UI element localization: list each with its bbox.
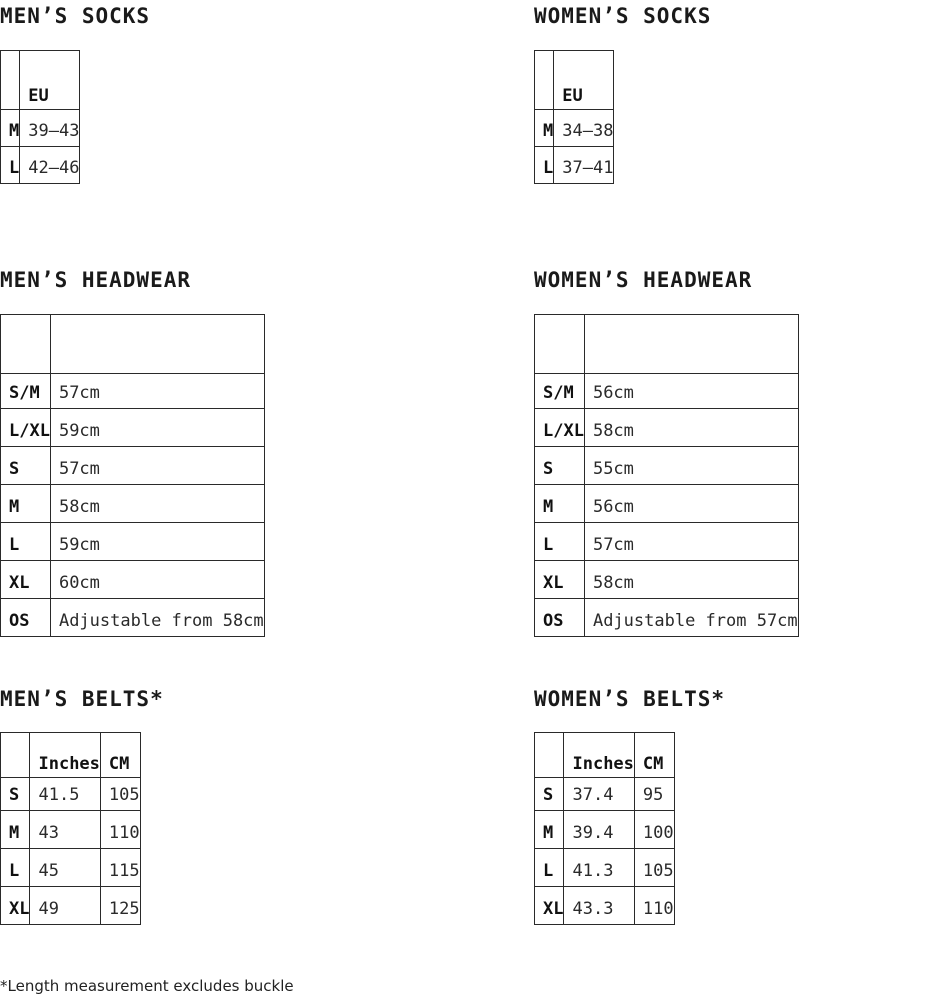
inches-value: 37.4 (564, 778, 634, 811)
table-row (535, 485, 799, 523)
table-row (535, 447, 799, 485)
table-row (1, 523, 265, 561)
size-label: S (1, 447, 51, 485)
header-cell (1, 315, 51, 374)
size-label: S/M (1, 374, 51, 409)
belt-footnote: *Length measurement excludes buckle (0, 977, 294, 995)
size-label: L (535, 523, 585, 561)
size-label: M (535, 110, 554, 147)
womens-socks-table (534, 50, 614, 184)
size-label: XL (535, 561, 585, 599)
size-value: 37–41 (554, 147, 614, 184)
size-value: 55cm (584, 447, 798, 485)
table-row (535, 599, 799, 637)
mens-belts-table (0, 732, 141, 925)
womens-socks-title: WOMEN’S SOCKS (534, 4, 712, 28)
size-value: 58cm (50, 485, 264, 523)
table-row (1, 374, 265, 409)
womens-headwear-title: WOMEN’S HEADWEAR (534, 268, 753, 292)
mens-socks-table (0, 50, 80, 184)
header-cell (50, 315, 264, 374)
inches-value: 41.5 (30, 778, 100, 811)
table-header-row (535, 51, 614, 110)
size-value: 42–46 (20, 147, 80, 184)
size-value: 34–38 (554, 110, 614, 147)
cm-value: 110 (100, 811, 140, 849)
table-row (1, 409, 265, 447)
size-value: 59cm (50, 523, 264, 561)
size-label: L (1, 849, 30, 887)
header-cell: Inches (30, 733, 100, 778)
size-label: M (1, 110, 20, 147)
size-label: OS (1, 599, 51, 637)
table-header-row (535, 733, 675, 778)
mens-socks-title: MEN’S SOCKS (0, 4, 151, 28)
table-row (1, 778, 141, 811)
size-label: S (535, 778, 564, 811)
size-value: 57cm (584, 523, 798, 561)
size-label: M (535, 485, 585, 523)
womens-headwear-table (534, 314, 799, 637)
header-cell (1, 51, 20, 110)
size-value: 59cm (50, 409, 264, 447)
table-row (535, 374, 799, 409)
size-label: L (535, 849, 564, 887)
size-label: L (535, 147, 554, 184)
size-value: 60cm (50, 561, 264, 599)
cm-value: 100 (634, 811, 674, 849)
header-cell: CM (634, 733, 674, 778)
inches-value: 41.3 (564, 849, 634, 887)
mens-headwear-table (0, 314, 265, 637)
size-label: M (535, 811, 564, 849)
cm-value: 110 (634, 887, 674, 925)
header-cell: EU (554, 51, 614, 110)
cm-value: 115 (100, 849, 140, 887)
mens-headwear-title: MEN’S HEADWEAR (0, 268, 192, 292)
cm-value: 105 (634, 849, 674, 887)
table-row (1, 147, 80, 184)
table-row (535, 811, 675, 849)
size-value: 57cm (50, 447, 264, 485)
header-cell (535, 51, 554, 110)
size-label: S/M (535, 374, 585, 409)
table-header-row (535, 315, 799, 374)
table-header-row (1, 51, 80, 110)
size-value: 56cm (584, 374, 798, 409)
size-label: L/XL (535, 409, 585, 447)
table-row (1, 849, 141, 887)
cm-value: 105 (100, 778, 140, 811)
table-row (1, 447, 265, 485)
size-label: OS (535, 599, 585, 637)
table-row (535, 110, 614, 147)
header-cell: CM (100, 733, 140, 778)
table-row (535, 887, 675, 925)
table-row (1, 110, 80, 147)
header-cell (535, 315, 585, 374)
inches-value: 43 (30, 811, 100, 849)
table-row (1, 561, 265, 599)
size-value: 58cm (584, 409, 798, 447)
size-value: 39–43 (20, 110, 80, 147)
table-header-row (1, 733, 141, 778)
mens-belts-title: MEN’S BELTS* (0, 687, 164, 711)
size-label: S (1, 778, 30, 811)
header-cell: Inches (564, 733, 634, 778)
inches-value: 45 (30, 849, 100, 887)
size-value: 56cm (584, 485, 798, 523)
inches-value: 39.4 (564, 811, 634, 849)
size-label: L (1, 147, 20, 184)
size-label: L (1, 523, 51, 561)
table-row (535, 778, 675, 811)
table-row (535, 147, 614, 184)
size-value: 58cm (584, 561, 798, 599)
inches-value: 43.3 (564, 887, 634, 925)
size-label: S (535, 447, 585, 485)
header-cell (584, 315, 798, 374)
size-label: M (1, 811, 30, 849)
table-row (1, 485, 265, 523)
size-label: M (1, 485, 51, 523)
table-row (1, 811, 141, 849)
cm-value: 125 (100, 887, 140, 925)
header-cell (535, 733, 564, 778)
table-row (1, 887, 141, 925)
table-row (535, 849, 675, 887)
size-label: L/XL (1, 409, 51, 447)
womens-belts-title: WOMEN’S BELTS* (534, 687, 726, 711)
size-label: XL (1, 887, 30, 925)
size-label: XL (1, 561, 51, 599)
size-value: 57cm (50, 374, 264, 409)
table-header-row (1, 315, 265, 374)
table-row (535, 409, 799, 447)
header-cell: EU (20, 51, 80, 110)
table-row (1, 599, 265, 637)
size-value: Adjustable from 58cm (50, 599, 264, 637)
inches-value: 49 (30, 887, 100, 925)
size-label: XL (535, 887, 564, 925)
womens-belts-table (534, 732, 675, 925)
size-value: Adjustable from 57cm (584, 599, 798, 637)
table-row (535, 523, 799, 561)
table-row (535, 561, 799, 599)
header-cell (1, 733, 30, 778)
cm-value: 95 (634, 778, 674, 811)
